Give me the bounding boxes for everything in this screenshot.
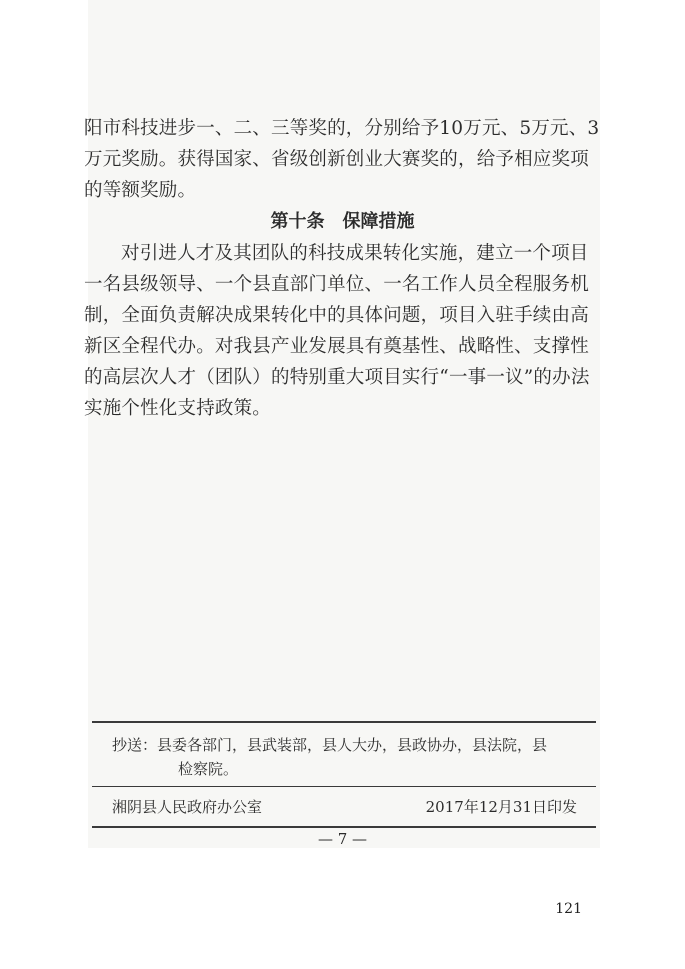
outer-page-number: 121	[555, 901, 582, 917]
article-title: 保障措施	[342, 211, 415, 232]
issue-date: 2017年12月31日印发	[425, 798, 577, 816]
article-heading	[0, 210, 685, 234]
divider-top	[92, 721, 596, 723]
copy-to-line-2: 检察院。	[178, 760, 239, 778]
article-body: 对引进人才及其团队的科技成果转化实施，建立一个项目一名县级领导、一个县直部门单位、一名工作人员全程服务机制，全面负责解决成果转化中的具体问题，项目入驻手续由高新区全程代办。对我县产业发展具有奠基性、战略性、支撑性的高层次人才（团队）的特别重大项目实行“一事一议”的办法实施个性化支持政策。	[84, 243, 590, 419]
copy-to-block	[112, 733, 582, 781]
article-number: 第十条	[270, 211, 325, 232]
paragraph-continued: 阳市科技进步一、二、三等奖的，分别给予10万元、5万元、3万元奖励。获得国家、省级创新创业大赛奖的，给予相应奖项的等额奖励。	[84, 118, 600, 201]
inner-page-number: — 7 —	[317, 830, 368, 848]
copy-to-label: 抄送：	[112, 736, 158, 754]
issuing-office: 湘阴县人民政府办公室	[112, 798, 263, 816]
divider-middle	[92, 786, 596, 787]
copy-to-line-1: 县委各部门，县武装部，县人大办，县政协办，县法院，县	[157, 736, 548, 754]
